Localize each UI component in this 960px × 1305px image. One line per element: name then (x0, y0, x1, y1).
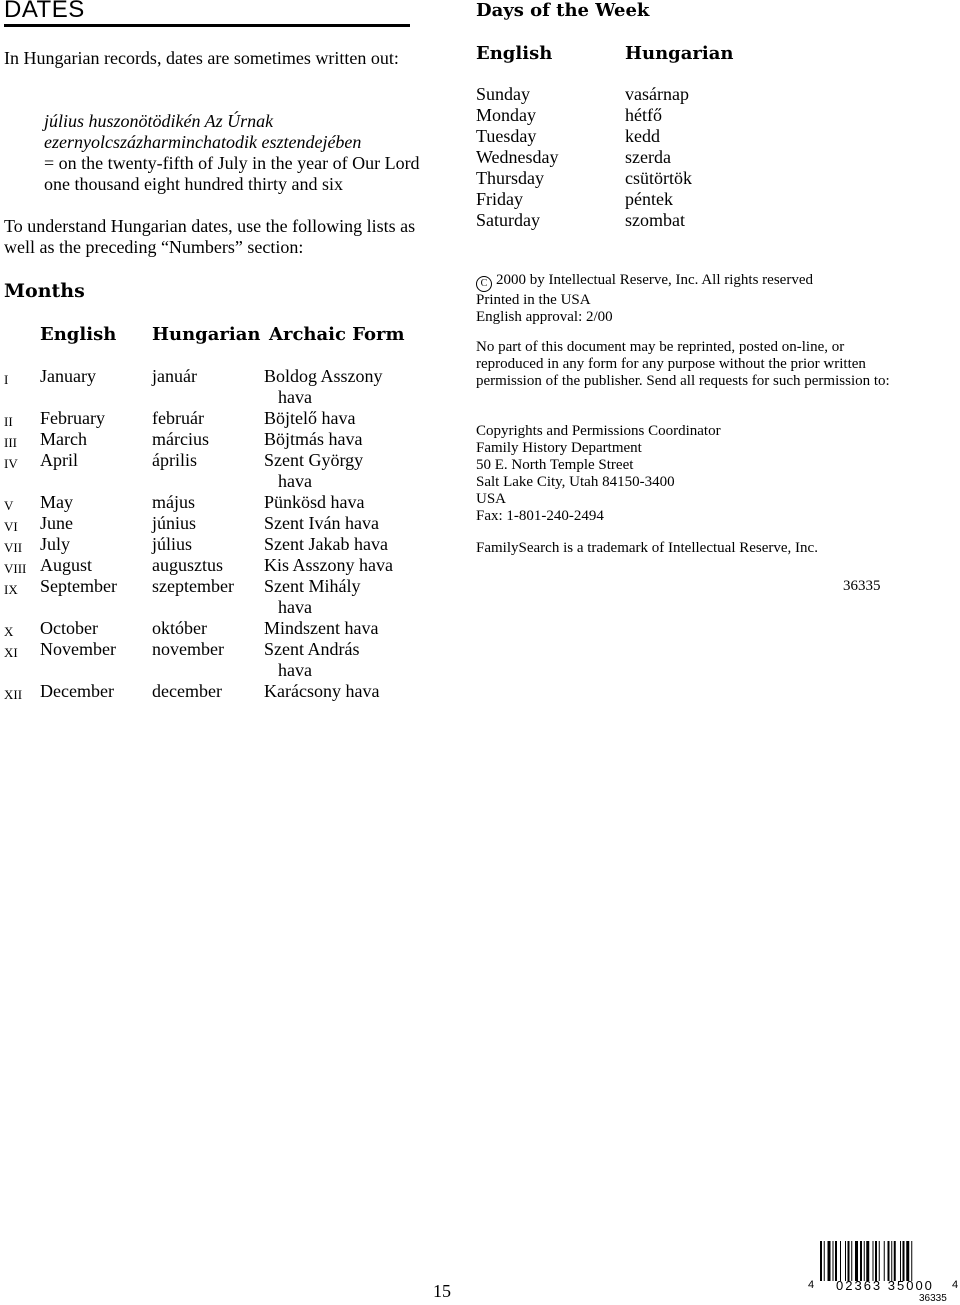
month-archaic (264, 618, 424, 639)
month-archaic-line: Szent Jakab hava (264, 534, 388, 554)
address-line: Family History Department (476, 440, 642, 456)
month-archaic-line: Böjtelő hava (264, 408, 356, 428)
address-line: USA (476, 491, 507, 507)
copyright-text: 2000 by Intellectual Reserve, Inc. All rights reserved (496, 272, 813, 288)
months-heading: Months (4, 280, 85, 302)
month-roman-numeral: V (4, 498, 14, 513)
month-roman-numeral: VIII (4, 561, 27, 576)
months-col-english: English (40, 324, 117, 345)
month-archaic-continuation: hava (278, 597, 312, 617)
understand-paragraph: To understand Hungarian dates, use the following lists as well as the preceding “Numbers” section: (4, 216, 416, 257)
month-archaic-continuation: hava (278, 660, 312, 680)
month-english: October (40, 618, 98, 638)
month-archaic (264, 576, 424, 618)
copyright-block (476, 272, 906, 326)
month-english: August (40, 555, 93, 575)
day-hungarian: csütörtök (625, 168, 692, 188)
day-english: Tuesday (476, 126, 537, 146)
month-english: January (40, 366, 96, 386)
months-col-hungarian: Hungarian (152, 324, 261, 345)
month-hungarian: december (152, 681, 222, 701)
approval-line: English approval: 2/00 (476, 309, 613, 325)
month-roman-numeral: XI (4, 645, 18, 660)
month-archaic (264, 492, 424, 513)
barcode-digits: 02363 35000 (836, 1278, 934, 1293)
month-roman-numeral: I (4, 372, 9, 387)
month-english: July (40, 534, 71, 554)
month-english: September (40, 576, 117, 596)
days-english-list (476, 84, 559, 231)
address-line: Copyrights and Permissions Coordinator (476, 423, 721, 439)
trademark-notice: FamilySearch is a trademark of Intellectual Reserve, Inc. (476, 540, 818, 556)
day-english: Wednesday (476, 147, 559, 167)
days-col-english: English (476, 43, 553, 64)
address-line: Salt Lake City, Utah 84150-3400 (476, 474, 675, 490)
month-english: May (40, 492, 73, 512)
day-hungarian: péntek (625, 189, 673, 209)
month-archaic-line: Mindszent hava (264, 618, 379, 638)
month-archaic (264, 534, 424, 555)
printed-line: Printed in the USA (476, 292, 591, 308)
day-hungarian: szombat (625, 210, 685, 230)
copyright-icon: C (476, 276, 492, 292)
barcode-lead-digit: 4 (808, 1279, 815, 1291)
month-hungarian: május (152, 492, 195, 512)
barcode-code: 36335 (919, 1293, 947, 1304)
barcode-icon (820, 1241, 940, 1281)
intro-paragraph: In Hungarian records, dates are sometimes written out: (4, 48, 399, 68)
permissions-address (476, 423, 906, 525)
month-archaic-line: Böjtmás hava (264, 429, 363, 449)
day-english: Sunday (476, 84, 530, 104)
month-archaic-continuation: hava (278, 471, 312, 491)
month-hungarian: november (152, 639, 224, 659)
month-roman-numeral: III (4, 435, 17, 450)
month-archaic-line: Boldog Asszony (264, 366, 383, 386)
month-hungarian: október (152, 618, 207, 638)
example-quote (44, 111, 424, 195)
month-archaic (264, 450, 424, 492)
month-roman-numeral: VI (4, 519, 18, 534)
month-archaic-continuation: hava (278, 387, 312, 407)
month-archaic (264, 429, 424, 450)
month-hungarian: július (152, 534, 193, 554)
month-archaic-line: Szent Iván hava (264, 513, 379, 533)
month-english: November (40, 639, 116, 659)
page-number: 15 (433, 1281, 451, 1301)
month-roman-numeral: XII (4, 687, 23, 702)
days-title: Days of the Week (476, 0, 650, 21)
month-english: April (40, 450, 78, 470)
month-archaic-line: Pünkösd hava (264, 492, 365, 512)
copyright-line (476, 272, 906, 292)
dates-title: DATES (4, 0, 85, 23)
month-hungarian: szeptember (152, 576, 234, 596)
month-roman-numeral: X (4, 624, 14, 639)
day-hungarian: vasárnap (625, 84, 689, 104)
month-roman-numeral: IV (4, 456, 18, 471)
title-rule (4, 24, 410, 27)
month-archaic-line: Karácsony hava (264, 681, 380, 701)
month-archaic-line: Szent András (264, 639, 360, 659)
day-hungarian: kedd (625, 126, 660, 146)
month-archaic (264, 513, 424, 534)
month-roman-numeral: II (4, 414, 13, 429)
month-archaic-line: Szent Mihály (264, 576, 361, 596)
month-english: February (40, 408, 105, 428)
day-english: Thursday (476, 168, 544, 188)
month-archaic-line: Kis Asszony hava (264, 555, 393, 575)
month-hungarian: január (152, 366, 197, 386)
document-code: 36335 (843, 578, 881, 594)
day-hungarian: szerda (625, 147, 671, 167)
day-hungarian: hétfő (625, 105, 662, 125)
month-english: June (40, 513, 73, 533)
month-archaic (264, 366, 424, 408)
month-hungarian: február (152, 408, 204, 428)
days-col-hungarian: Hungarian (625, 43, 734, 64)
day-english: Friday (476, 189, 523, 209)
month-hungarian: augusztus (152, 555, 223, 575)
example-quote-hungarian: július huszonötödikén Az Úrnak ezernyolcszázharminchatodik esztendejében (44, 111, 362, 152)
month-archaic (264, 639, 424, 681)
fax-line: Fax: 1-801-240-2494 (476, 508, 604, 524)
example-quote-english: = on the twenty-fifth of July in the year of Our Lord one thousand eight hundred thirty and six (44, 153, 420, 194)
month-archaic (264, 408, 424, 429)
month-hungarian: március (152, 429, 209, 449)
month-hungarian: június (152, 513, 197, 533)
day-english: Saturday (476, 210, 540, 230)
days-hungarian-list (625, 84, 692, 231)
barcode-trail-digit: 4 (952, 1279, 959, 1291)
month-roman-numeral: IX (4, 582, 18, 597)
day-english: Monday (476, 105, 536, 125)
permission-notice: No part of this document may be reprinted, posted on-line, or reproduced in any form for any purpose without the prior written permission of the publisher. Send all requests for such permission to: (476, 339, 890, 389)
month-english: December (40, 681, 114, 701)
month-hungarian: április (152, 450, 197, 470)
month-archaic (264, 681, 424, 702)
months-col-archaic: Archaic Form (269, 324, 405, 345)
month-roman-numeral: VII (4, 540, 23, 555)
address-line: 50 E. North Temple Street (476, 457, 634, 473)
month-archaic-line: Szent György (264, 450, 364, 470)
month-archaic (264, 555, 424, 576)
month-english: March (40, 429, 87, 449)
